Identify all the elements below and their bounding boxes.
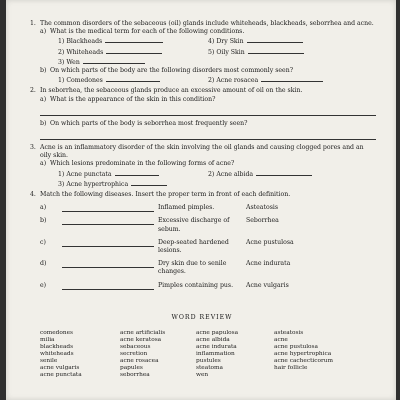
- acne-form-item: 1) Acne punctata: [58, 169, 208, 179]
- row-term: Acne vulgaris: [246, 281, 289, 289]
- condition-list: [40, 36, 376, 67]
- word-item: acne vulgaris: [40, 365, 80, 372]
- row-label: d): [40, 260, 47, 268]
- question-text: The common disorders of the sebaceous (oil) glands include whiteheads, blackheads, seborrhea and acne.: [40, 20, 374, 27]
- condition-item: 5) Oily Skin: [208, 47, 358, 57]
- matching-row: [40, 204, 376, 212]
- word-item: acne rosacea: [120, 358, 159, 365]
- row-definition: Inflamed pimples.: [158, 204, 215, 212]
- row-label: b): [40, 217, 47, 225]
- subquestion-label: a): [40, 160, 47, 168]
- row-definition: Deep-seated hardened lesions.: [158, 238, 229, 255]
- question-2: [28, 87, 376, 140]
- word-item: asteatosis: [274, 330, 304, 337]
- condition-item: 1) Blackheads: [58, 36, 208, 46]
- answer-blank[interactable]: [256, 169, 312, 176]
- word-item: secretion: [120, 351, 148, 358]
- word-item: comedones: [40, 330, 74, 337]
- word-item: sebaceous: [120, 344, 151, 351]
- answer-line[interactable]: [40, 107, 376, 116]
- answer-blank[interactable]: [106, 75, 160, 82]
- answer-line[interactable]: [62, 239, 154, 247]
- answer-line[interactable]: [62, 217, 154, 225]
- word-item: steatoma: [196, 365, 223, 372]
- worksheet-page: [6, 0, 396, 400]
- row-definition: Excessive discharge of sebum.: [158, 217, 230, 233]
- acne-form-item: 2) Acne albida: [208, 169, 358, 179]
- subquestion-text: What is the medical term for each of the following conditions.: [50, 28, 245, 36]
- word-item: acne: [274, 337, 288, 344]
- subquestion-2a: [40, 96, 376, 104]
- word-item: senile: [40, 358, 58, 365]
- word-column: [40, 330, 118, 379]
- answer-blank[interactable]: [115, 169, 159, 176]
- question-number: 2.: [30, 87, 36, 95]
- row-label: a): [40, 204, 47, 212]
- answer-blank[interactable]: [131, 179, 167, 186]
- word-item: acne keratosa: [120, 337, 162, 344]
- word-item: acne punctata: [40, 372, 82, 379]
- matching-row: [40, 239, 376, 255]
- answer-line[interactable]: [40, 131, 376, 140]
- word-item: inflammation: [196, 351, 235, 358]
- question-text: In seborrhea, the sebaceous glands produce an excessive amount of oil on the skin.: [40, 87, 303, 95]
- matching-row: [40, 217, 376, 233]
- subquestion-1b: [40, 67, 376, 75]
- disorder-item: 1) Comedones: [58, 75, 208, 85]
- word-column: [274, 330, 354, 379]
- acne-form-item: 3) Acne hypertrophica: [58, 179, 208, 189]
- word-review-list: [28, 330, 376, 379]
- answer-blank[interactable]: [105, 36, 163, 43]
- word-item: acne cachecticorum: [274, 358, 333, 365]
- worksheet-content: [28, 18, 376, 379]
- answer-blank[interactable]: [106, 47, 162, 54]
- subquestion-text: On which parts of the body is seborrhea most frequently seen?: [50, 119, 248, 127]
- question-number: 3.: [30, 144, 36, 152]
- word-item: acne albida: [196, 337, 230, 344]
- word-column: [196, 330, 272, 379]
- word-item: blackheads: [40, 344, 74, 351]
- disorder-list: [40, 75, 376, 85]
- word-column: [120, 330, 194, 379]
- row-label: e): [40, 281, 47, 289]
- row-label: c): [40, 238, 46, 246]
- matching-table: [40, 204, 376, 290]
- word-item: milia: [40, 337, 55, 344]
- question-4: [28, 191, 376, 290]
- condition-item: 4) Dry Skin: [208, 36, 358, 46]
- row-term: Acne pustulosa: [246, 238, 294, 246]
- word-item: acne hypertrophica: [274, 351, 332, 358]
- acne-form-list: [40, 169, 376, 189]
- subquestion-label: a): [40, 28, 47, 36]
- answer-blank[interactable]: [248, 47, 304, 54]
- row-definition: Dry skin due to senile changes.: [158, 260, 227, 276]
- question-number: 1.: [30, 20, 36, 27]
- answer-line[interactable]: [62, 260, 154, 268]
- answer-blank[interactable]: [247, 36, 303, 43]
- row-term: Asteatosis: [246, 204, 279, 212]
- answer-line[interactable]: [62, 204, 154, 212]
- word-item: papules: [120, 365, 143, 372]
- word-item: acne indurata: [196, 344, 237, 351]
- word-item: acne pustulosa: [274, 344, 318, 351]
- subquestion-text: On which parts of the body are the following disorders most commonly seen?: [50, 67, 294, 75]
- subquestion-text: What is the appearance of the skin in this condition?: [50, 95, 216, 103]
- answer-line[interactable]: [62, 282, 154, 290]
- row-term: Acne indurata: [246, 260, 291, 268]
- question-text: Match the following diseases. Insert the proper term in front of each definition.: [40, 191, 291, 199]
- question-3: [28, 144, 376, 189]
- question-number: 4.: [30, 191, 36, 199]
- subquestion-label: b): [40, 119, 47, 127]
- question-1: [28, 20, 376, 85]
- condition-item: 2) Whiteheads: [58, 47, 208, 57]
- word-review-title: WORD REVIEW: [171, 313, 233, 321]
- row-definition: Pimples containing pus.: [158, 281, 234, 289]
- word-item: pustules: [196, 358, 221, 365]
- word-item: whiteheads: [40, 351, 74, 358]
- answer-blank[interactable]: [261, 75, 323, 82]
- subquestion-1a: [40, 28, 376, 36]
- subquestion-text: Which lesions predominate in the following forms of acne?: [50, 160, 235, 168]
- row-term: Seborrhea: [246, 217, 279, 225]
- subquestion-2b: [40, 120, 376, 128]
- matching-row: [40, 282, 376, 290]
- word-item: hair follicle: [274, 365, 308, 372]
- subquestion-label: b): [40, 67, 47, 75]
- subquestion-label: a): [40, 95, 47, 103]
- condition-item: 3) Wen: [58, 57, 208, 67]
- disorder-item: 2) Acne rosacea: [208, 75, 358, 85]
- word-item: wen: [196, 372, 209, 379]
- matching-row: [40, 260, 376, 276]
- subquestion-3a: [40, 160, 376, 168]
- answer-blank[interactable]: [83, 57, 145, 64]
- question-text: Acne is an inflammatory disorder of the skin involving the oil glands and causing clogged pores and an oily skin.: [40, 144, 364, 160]
- word-item: acne papulosa: [196, 330, 239, 337]
- word-item: seborrhea: [120, 372, 150, 379]
- word-item: acne artificialis: [120, 330, 166, 337]
